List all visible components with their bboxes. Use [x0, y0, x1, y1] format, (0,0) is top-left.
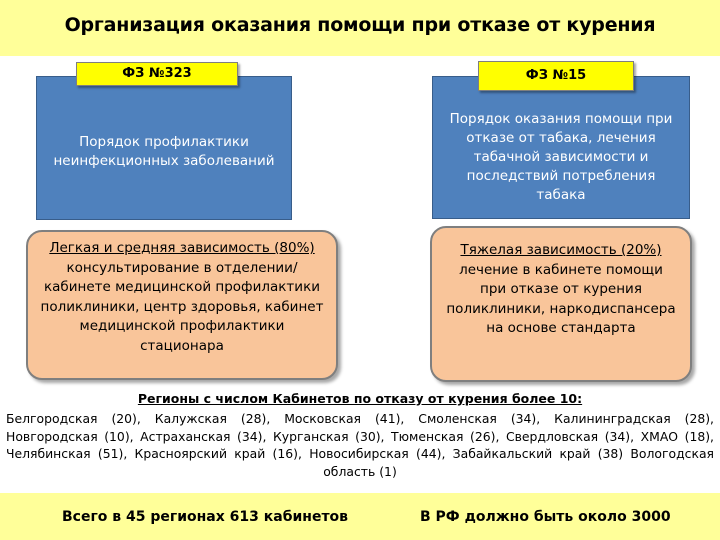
right-dependency-box: [430, 226, 692, 382]
left-description-box: [36, 76, 292, 220]
left-law-label: ФЗ №323: [122, 66, 192, 81]
left-law-tag: [76, 62, 238, 86]
right-dependency-heading: Тяжелая зависимость (20%): [460, 242, 662, 258]
left-dependency-text: консультирование в отделении/кабинете медицинской профилактики поликлиники, центр здоровья, кабинет медицинской профилактики стационара: [40, 259, 324, 354]
left-description-text: Порядок профилактики неинфекционных заболеваний: [53, 134, 275, 169]
right-dependency-text: лечение в кабинете помощи при отказе от курения поликлиники, наркодиспансера на основе стандарта: [446, 261, 676, 336]
left-dependency-box: [26, 230, 338, 380]
footer-target: В РФ должно быть около 3000: [420, 509, 671, 525]
right-description-text: Порядок оказания помощи при отказе от табака, лечения табачной зависимости и последствий потребления табака: [449, 111, 673, 203]
page-title: Организация оказания помощи при отказе от курения: [64, 14, 656, 36]
footer-total: Всего в 45 регионах 613 кабинетов: [62, 509, 349, 525]
regions-list: Белгородская (20), Калужская (28), Московская (41), Смоленская (34), Калининградская (28), Новгородская (10), Астраханская (34), Курганская (30), Тюменская (26), Свердловская (34), ХМАО (18), Челябинская (51), Красноярский край (16), Новосибирская (44), Забайкальский край (38) Вологодская область (1): [6, 411, 714, 479]
left-dependency-heading: Легкая и средняя зависимость (80%): [49, 240, 315, 256]
regions-heading: Регионы с числом Кабинетов по отказу от курения более 10:: [137, 391, 583, 406]
right-law-label: ФЗ №15: [525, 68, 587, 83]
right-description-box: [432, 76, 690, 219]
right-law-tag: [478, 61, 634, 91]
